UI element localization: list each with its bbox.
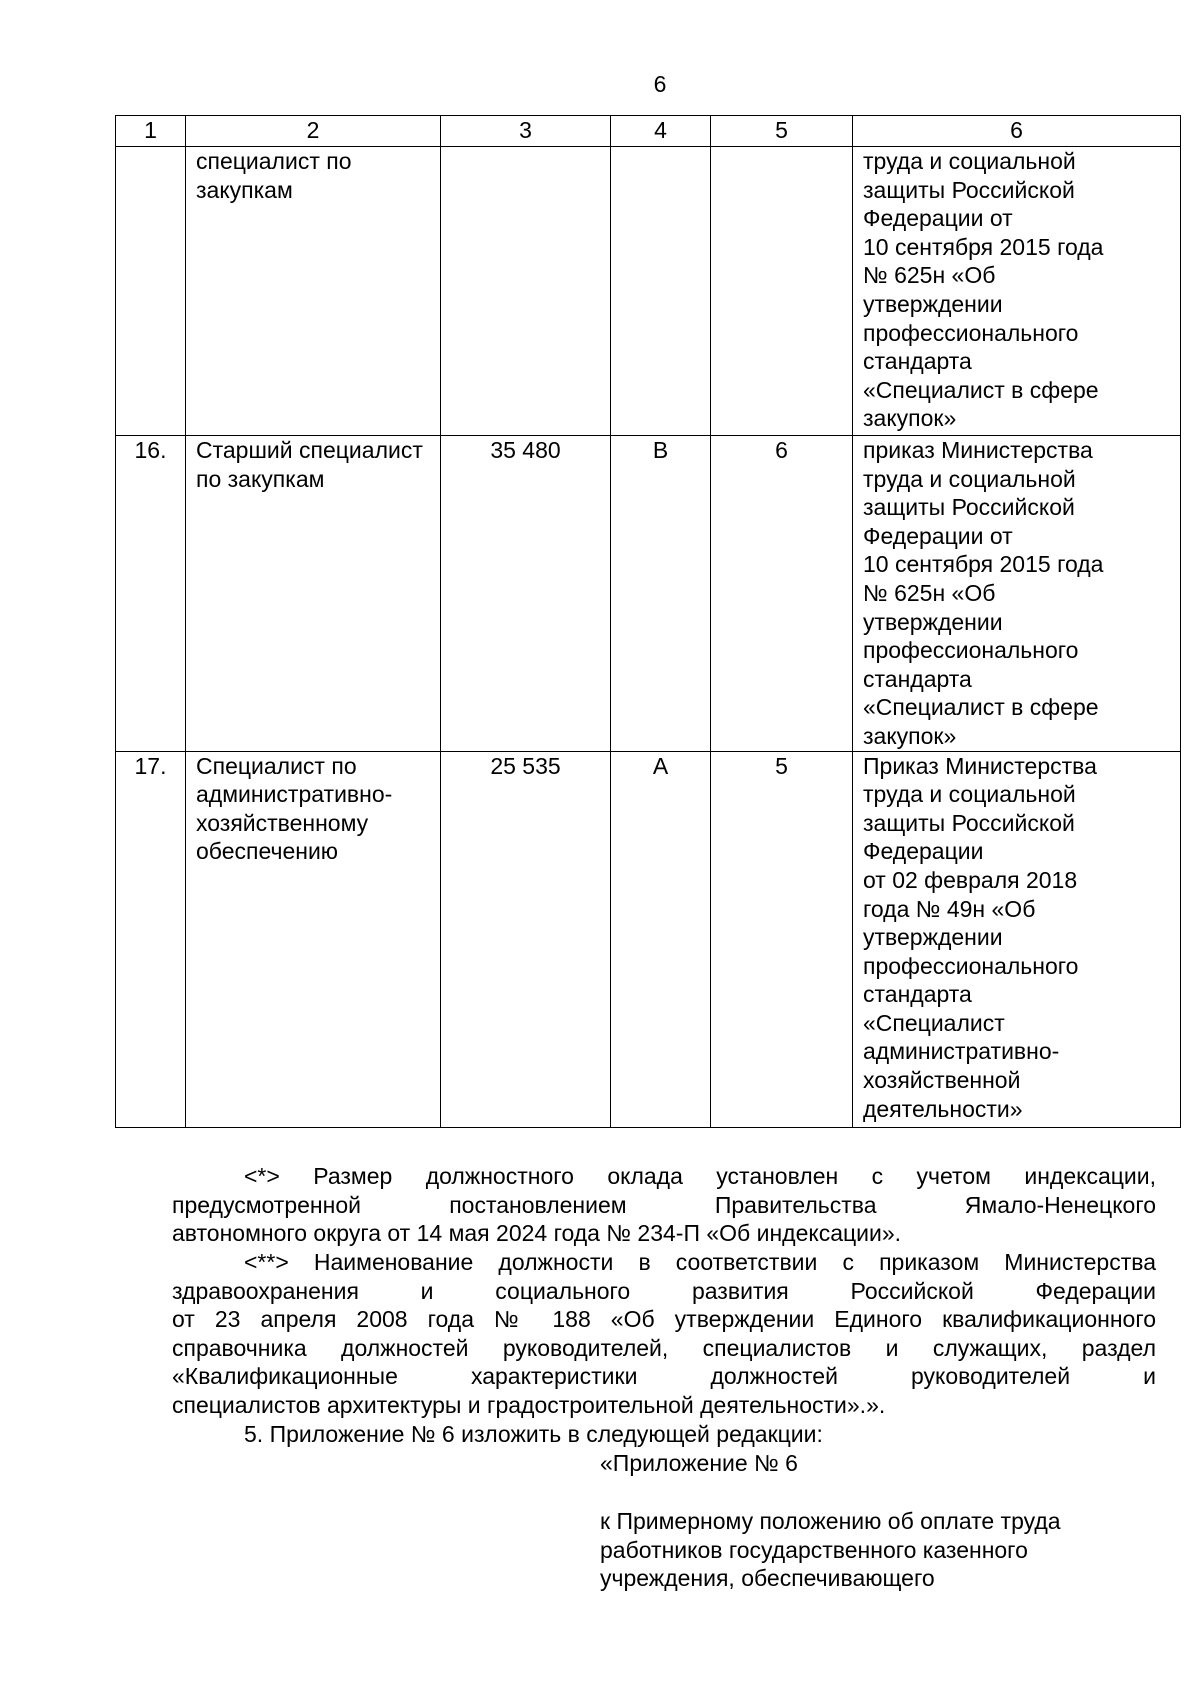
basis-line: года № 49н «Об — [863, 895, 1036, 922]
row-number-cell: 17. — [116, 751, 186, 1127]
annex-title-text: «Приложение № 6 — [600, 1450, 798, 1476]
basis-line: стандарта — [863, 665, 972, 692]
basis-line: Федерации от — [863, 522, 1013, 549]
positions-table — [115, 115, 1181, 1128]
basis-line: утверждении — [863, 924, 1003, 951]
basis-line: «Специалист — [863, 1009, 1005, 1036]
annex-subtitle — [600, 1507, 1160, 1593]
position-cell: специалист по закупкам — [186, 147, 441, 436]
basis-line: закупок» — [863, 722, 957, 749]
salary-cell: 35 480 — [441, 436, 611, 752]
basis-line: 10 сентября 2015 года — [863, 551, 1104, 578]
basis-line: «Специалист в сфере — [863, 694, 1099, 721]
header-cell: 6 — [853, 116, 1181, 147]
basis-line: № 625н «Об — [863, 262, 996, 289]
table-header-row — [116, 116, 1181, 147]
header-cell: 1 — [116, 116, 186, 147]
footnote-line: <*> Размер должностного оклада установлен с учетом индексации, — [244, 1163, 1156, 1189]
basis-line: защиты Российской — [863, 176, 1075, 203]
footnote-line: справочника должностей руководителей, специалистов и служащих, раздел — [172, 1334, 1156, 1361]
position-cell: Старший специалист по закупкам — [186, 436, 441, 752]
basis-line: труда и социальной — [863, 465, 1076, 492]
basis-line: Федерации от — [863, 205, 1013, 232]
basis-line: административно- — [863, 1038, 1060, 1065]
footnote-single-star — [172, 1162, 1156, 1248]
footnote-line: предусмотренной постановлением Правительства Ямало-Ненецкого — [172, 1191, 1156, 1218]
group-cell: А — [611, 751, 711, 1127]
basis-line: Федерации — [863, 838, 984, 865]
basis-line: труда и социальной — [863, 781, 1076, 808]
table-row — [116, 751, 1181, 1127]
basis-line: № 625н «Об — [863, 579, 996, 606]
basis-cell — [853, 147, 1181, 436]
footnote-line: специалистов архитектуры и градостроительной деятельности».». — [172, 1391, 886, 1418]
footnote-double-star — [172, 1248, 1156, 1420]
basis-cell — [853, 751, 1181, 1127]
footnote-line: здравоохранения и социального развития Российской Федерации — [172, 1277, 1156, 1304]
row-number-cell — [116, 147, 186, 436]
annex-line: к Примерному положению об оплате труда — [600, 1508, 1061, 1534]
basis-line: Приказ Министерства — [863, 752, 1097, 779]
basis-line: «Специалист в сфере — [863, 376, 1099, 403]
basis-line: хозяйственной — [863, 1067, 1021, 1094]
basis-line: стандарта — [863, 348, 972, 375]
basis-line: утверждении — [863, 290, 1003, 317]
page-number: 6 — [653, 71, 667, 97]
footnote-line: от 23 апреля 2008 года № 188 «Об утверждении Единого квалификационного — [172, 1306, 1156, 1333]
basis-line: профессионального — [863, 319, 1079, 346]
level-cell: 6 — [711, 436, 853, 752]
header-cell: 5 — [711, 116, 853, 147]
group-cell: В — [611, 436, 711, 752]
basis-cell — [853, 436, 1181, 752]
basis-line: профессионального — [863, 952, 1079, 979]
basis-line: труда и социальной — [863, 148, 1076, 174]
row-number-cell: 16. — [116, 436, 186, 752]
basis-line: закупок» — [863, 405, 957, 432]
basis-line: профессионального — [863, 637, 1079, 664]
basis-line: стандарта — [863, 981, 972, 1008]
basis-line: защиты Российской — [863, 494, 1075, 521]
basis-line: утверждении — [863, 608, 1003, 635]
salary-cell — [441, 147, 611, 436]
header-cell: 3 — [441, 116, 611, 147]
annex-line: учреждения, обеспечивающего — [600, 1565, 935, 1592]
basis-line: от 02 февраля 2018 — [863, 866, 1078, 893]
salary-cell: 25 535 — [441, 751, 611, 1127]
footnote-line: «Квалификационные характеристики должностей руководителей и — [172, 1363, 1156, 1390]
table-row — [116, 147, 1181, 436]
footnote-line: <**> Наименование должности в соответствии с приказом Министерства — [244, 1249, 1156, 1275]
group-cell — [611, 147, 711, 436]
position-cell: Специалист по административно-хозяйственному обеспечению — [186, 751, 441, 1127]
header-cell: 4 — [611, 116, 711, 147]
basis-line: деятельности» — [863, 1095, 1023, 1122]
table-row — [116, 436, 1181, 752]
annex-line: работников государственного казенного — [600, 1536, 1028, 1563]
level-cell — [711, 147, 853, 436]
header-cell: 2 — [186, 116, 441, 147]
annex-title — [600, 1449, 1160, 1478]
level-cell: 5 — [711, 751, 853, 1127]
basis-line: защиты Российской — [863, 809, 1075, 836]
basis-line: 10 сентября 2015 года — [863, 233, 1104, 260]
footnote-line: автономного округа от 14 мая 2024 года № 234-П «Об индексации». — [172, 1220, 902, 1247]
basis-line: приказ Министерства — [863, 437, 1093, 463]
item-5-paragraph: 5. Приложение № 6 изложить в следующей редакции: — [244, 1421, 823, 1447]
